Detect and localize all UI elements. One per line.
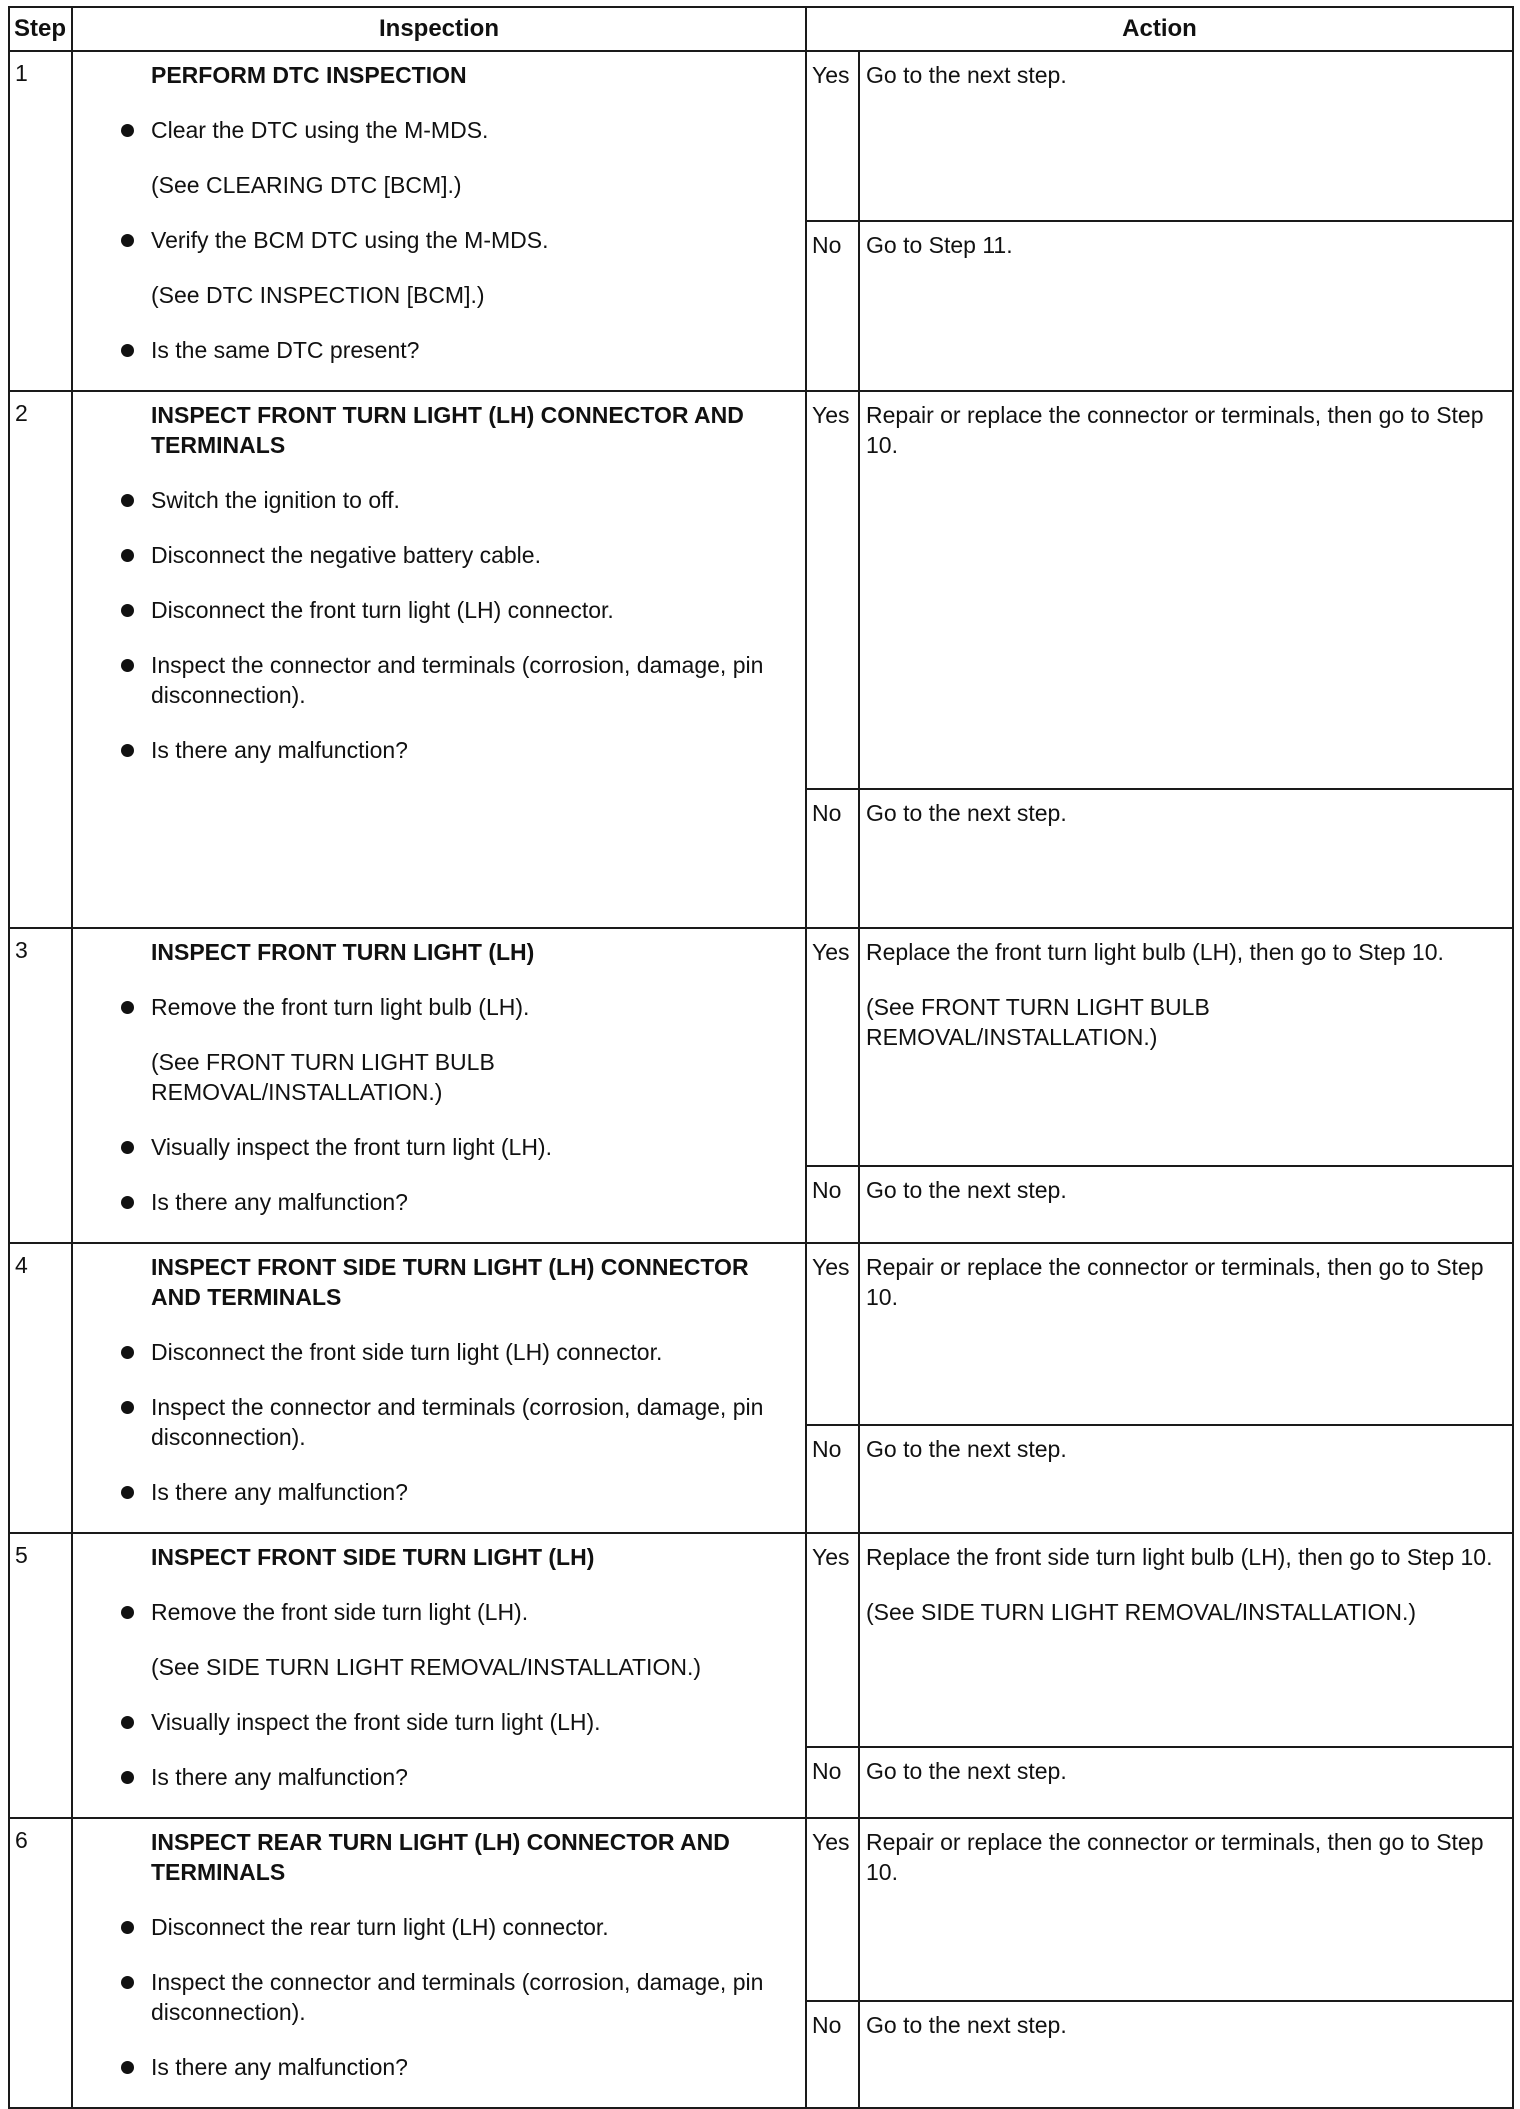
action-text: Go to the next step. [866,1758,1067,1785]
inspection-bullet-item: Inspect the connector and terminals (corrosion, damage, pin disconnection). [151,650,775,710]
header-step: Step [9,7,72,51]
inspection-bullet-item: Is there any malfunction? [151,1187,775,1217]
table-row [9,928,1513,1166]
table-row [9,391,1513,789]
action-text: Replace the front side turn light bulb (LH), then go to Step 10. [866,1544,1493,1570]
table-row [9,1243,1513,1425]
yes-action [859,1818,1513,2001]
inspection-title: INSPECT FRONT SIDE TURN LIGHT (LH) CONNECTOR AND TERMINALS [151,1254,749,1310]
step-number: 2 [9,391,72,928]
no-action [859,1166,1513,1243]
inspection-bullet-item: Remove the front turn light bulb (LH). [151,992,775,1022]
yes-label: Yes [806,391,859,789]
action-text: Go to the next step. [866,2011,1067,2038]
yes-label: Yes [806,928,859,1166]
action-text: (See FRONT TURN LIGHT BULB REMOVAL/INSTALLATION.) [866,994,1210,1050]
inspection-bullet-item: Visually inspect the front side turn light (LH). [151,1707,775,1737]
table-body [9,51,1513,2108]
yes-action [859,928,1513,1166]
step-number: 6 [9,1818,72,2108]
inspection-bullet-item: Is there any malfunction? [151,2052,775,2082]
yes-label: Yes [806,51,859,221]
inspection-bullet-item: Disconnect the rear turn light (LH) connector. [151,1912,775,1942]
inspection-title: INSPECT FRONT SIDE TURN LIGHT (LH) [151,1544,595,1570]
no-action [859,2001,1513,2108]
yes-action [859,1533,1513,1747]
no-label: No [806,1425,859,1533]
no-label: No [806,1166,859,1243]
no-label: No [806,221,859,391]
action-text: Go to Step 11. [866,232,1013,258]
action-text: Go to the next step. [866,1436,1067,1463]
no-label: No [806,2001,859,2108]
no-label: No [806,789,859,928]
inspection-bullet-item: Switch the ignition to off. [151,485,775,515]
inspection-bullet-item: Inspect the connector and terminals (corrosion, damage, pin disconnection). [151,1967,775,2027]
inspection-bullet-item: Visually inspect the front turn light (LH). [151,1132,775,1162]
action-text: (See SIDE TURN LIGHT REMOVAL/INSTALLATION.) [866,1599,1416,1625]
inspection-bullet-item: Verify the BCM DTC using the M-MDS. [151,225,775,255]
yes-label: Yes [806,1533,859,1747]
inspection-title: INSPECT FRONT TURN LIGHT (LH) CONNECTOR AND TERMINALS [151,402,744,458]
inspection-title: INSPECT REAR TURN LIGHT (LH) CONNECTOR AND TERMINALS [151,1829,730,1885]
inspection-bullet-item: Disconnect the negative battery cable. [151,540,775,570]
inspection-title: INSPECT FRONT TURN LIGHT (LH) [151,939,535,965]
inspection-cell [72,51,806,391]
table-row [9,51,1513,221]
inspection-reference: (See DTC INSPECTION [BCM].) [151,282,485,308]
inspection-reference: (See SIDE TURN LIGHT REMOVAL/INSTALLATION.) [151,1654,701,1680]
inspection-bullet-item: Remove the front side turn light (LH). [151,1597,775,1627]
inspection-reference: (See FRONT TURN LIGHT BULB REMOVAL/INSTALLATION.) [151,1049,495,1105]
table-row [9,1533,1513,1747]
inspection-bullet-item: Inspect the connector and terminals (corrosion, damage, pin disconnection). [151,1392,775,1452]
header-inspection: Inspection [72,7,806,51]
action-text: Go to the next step. [866,800,1067,826]
no-action [859,1747,1513,1818]
inspection-title: PERFORM DTC INSPECTION [151,62,467,88]
action-text: Repair or replace the connector or terminals, then go to Step 10. [866,1829,1484,1885]
yes-action [859,51,1513,221]
header-action: Action [806,7,1513,51]
no-action [859,221,1513,391]
inspection-bullet-item: Clear the DTC using the M-MDS. [151,115,775,145]
yes-label: Yes [806,1818,859,2001]
no-label: No [806,1747,859,1818]
action-text: Replace the front turn light bulb (LH), then go to Step 10. [866,939,1444,965]
action-text: Go to the next step. [866,62,1067,88]
diagnostic-procedure-table [8,6,1514,2109]
inspection-bullet-item: Is there any malfunction? [151,735,775,765]
action-text: Go to the next step. [866,1176,1067,1203]
inspection-bullet-item: Is there any malfunction? [151,1762,775,1792]
inspection-bullet-item: Disconnect the front side turn light (LH) connector. [151,1337,775,1367]
action-text: Repair or replace the connector or terminals, then go to Step 10. [866,402,1484,458]
inspection-cell [72,1818,806,2108]
inspection-bullet-item: Disconnect the front turn light (LH) connector. [151,595,775,625]
step-number: 5 [9,1533,72,1818]
step-number: 3 [9,928,72,1243]
yes-action [859,1243,1513,1425]
inspection-cell [72,391,806,928]
no-action [859,1425,1513,1533]
inspection-bullet-item: Is there any malfunction? [151,1477,775,1507]
inspection-cell [72,928,806,1243]
step-number: 1 [9,51,72,391]
yes-label: Yes [806,1243,859,1425]
yes-action [859,391,1513,789]
inspection-bullet-item: Is the same DTC present? [151,335,775,365]
step-number: 4 [9,1243,72,1533]
table-header-row [9,7,1513,51]
no-action [859,789,1513,928]
action-text: Repair or replace the connector or terminals, then go to Step 10. [866,1254,1484,1310]
inspection-reference: (See CLEARING DTC [BCM].) [151,172,462,198]
table-row [9,1818,1513,2001]
inspection-cell [72,1533,806,1818]
inspection-cell [72,1243,806,1533]
